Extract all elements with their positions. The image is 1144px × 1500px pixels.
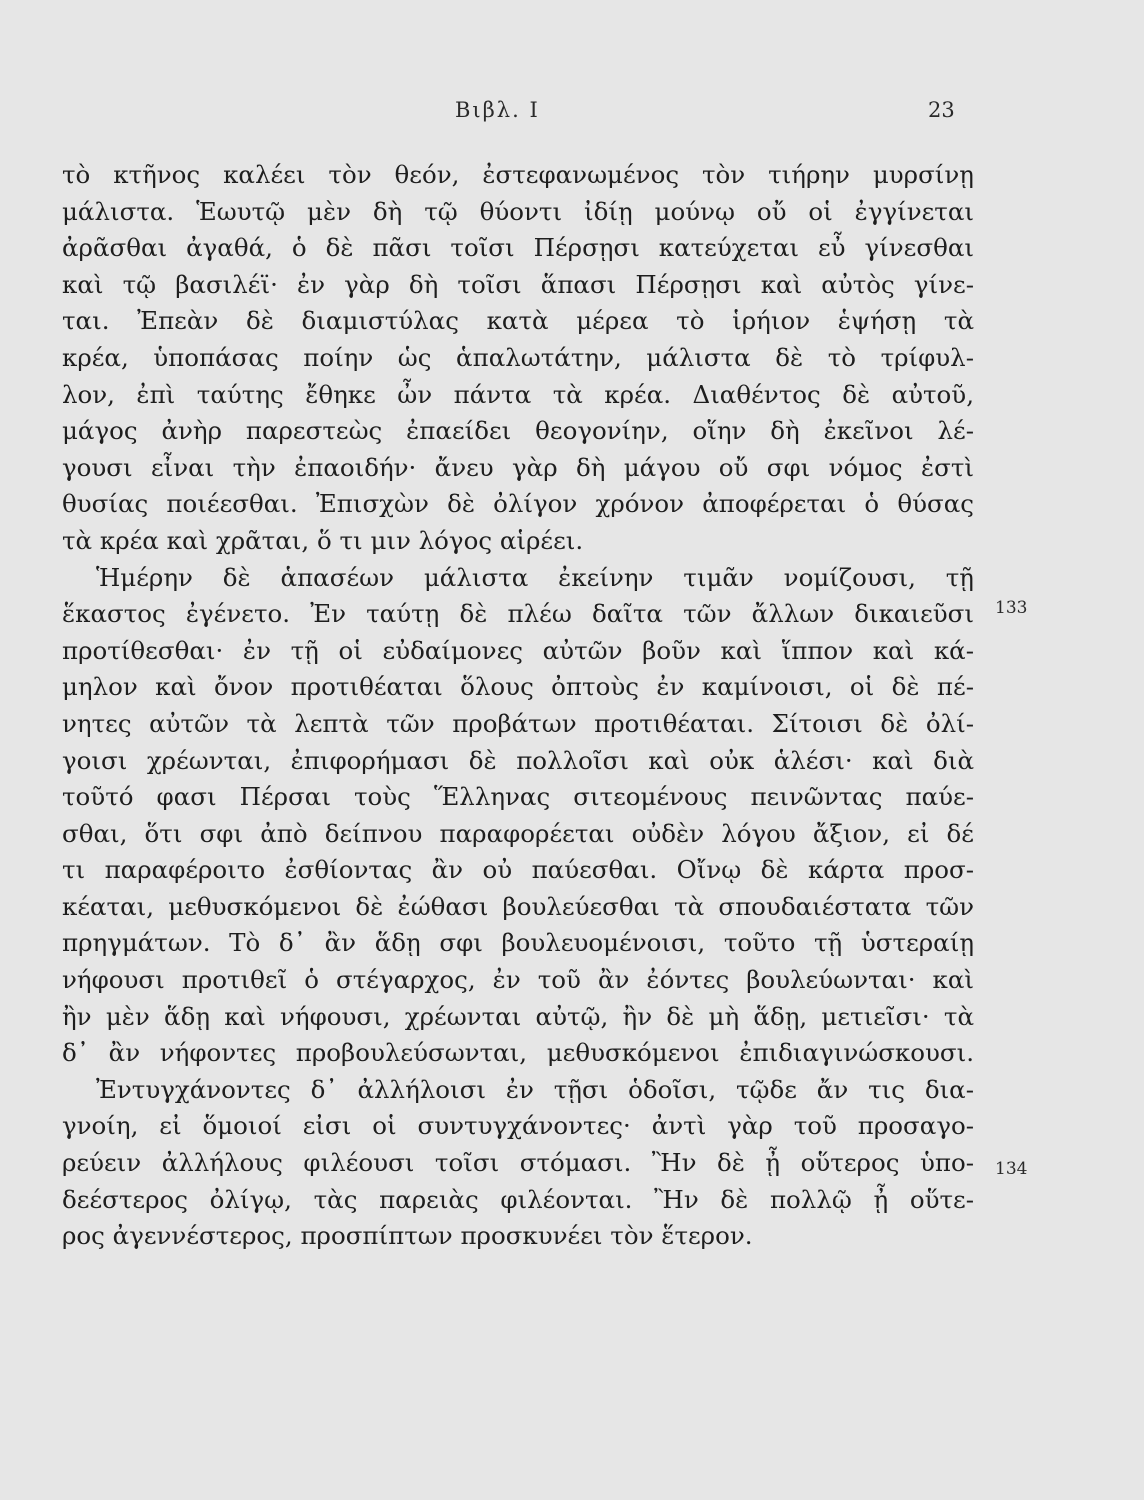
running-title: Βιβλ. Ι: [455, 98, 540, 122]
text-line: γνοίη, εἰ ὅμοιοί εἰσι οἱ συντυγχάνοντες· ἀντὶ γὰρ τοῦ προσαγο-: [62, 1111, 974, 1141]
text-line: ἀρᾶσθαι ἀγαθά, ὁ δὲ πᾶσι τοῖσι Πέρσῃσι κατεύχεται εὖ γίνεσθαι: [62, 233, 974, 263]
text-line: σθαι, ὅτι σφι ἀπὸ δείπνου παραφορέεται οὐδὲν λόγου ἄξιον, εἰ δέ: [62, 818, 974, 848]
text-line: δ᾽ ἂν νήφοντες προβουλεύσωνται, μεθυσκόμενοι ἐπιδιαγινώσκουσι.: [62, 1038, 974, 1068]
text-line: τὰ κρέα καὶ χρᾶται, ὅ τι μιν λόγος αἱρέει.: [62, 525, 584, 555]
text-line: πρηγμάτων. Τὸ δ᾽ ἂν ἅδῃ σφι βουλευομένοισι, τοῦτο τῇ ὑστεραίῃ: [62, 928, 974, 958]
main-text: [62, 157, 974, 1255]
text-line: προτίθεσθαι· ἐν τῇ οἱ εὐδαίμονες αὐτῶν βοῦν καὶ ἵππον καὶ κά-: [62, 635, 974, 665]
text-line: ται. Ἐπεὰν δὲ διαμιστύλας κατὰ μέρεα τὸ ἱρήιον ἑψήσῃ τὰ: [62, 306, 974, 336]
text-line: τοῦτό φασι Πέρσαι τοὺς Ἕλληνας σιτεομένους πεινῶντας παύε-: [62, 782, 974, 812]
text-line: τι παραφέροιτο ἐσθίοντας ἂν οὐ παύεσθαι. Οἴνῳ δὲ κάρτα προσ-: [62, 855, 974, 885]
running-head: [0, 98, 1144, 132]
text-line: κρέα, ὑποπάσας ποίην ὡς ἁπαλωτάτην, μάλιστα δὲ τὸ τρίφυλ-: [62, 342, 974, 372]
text-line: τὸ κτῆνος καλέει τὸν θεόν, ἐστεφανωμένος τὸν τιήρην μυρσίνῃ: [62, 160, 974, 189]
text-line: μάλιστα. Ἑωυτῷ μὲν δὴ τῷ θύοντι ἰδίῃ μούνῳ οὔ οἱ ἐγγίνεται: [62, 196, 974, 226]
text-line: νήφουσι προτιθεῖ ὁ στέγαρχος, ἐν τοῦ ἂν ἐόντες βουλεύωνται· καὶ: [62, 965, 974, 995]
text-line: μηλον καὶ ὄνον προτιθέαται ὅλους ὀπτοὺς ἐν καμίνοισι, οἱ δὲ πέ-: [62, 672, 974, 702]
paragraph-first-line: Ἐντυγχάνοντες δ᾽ ἀλλήλοισι ἐν τῇσι ὁδοῖσι, τῷδε ἄν τις δια-: [96, 1074, 974, 1104]
text-line: δεέστερος ὀλίγῳ, τὰς παρειὰς φιλέονται. Ἢν δὲ πολλῷ ᾖ οὕτε-: [62, 1184, 974, 1214]
page-number: 23: [928, 98, 955, 122]
text-line: ρεύειν ἀλλήλους φιλέουσι τοῖσι στόμασι. Ἢν δὲ ᾖ οὕτερος ὑπο-: [62, 1148, 974, 1178]
text-line: θυσίας ποιέεσθαι. Ἐπισχὼν δὲ ὀλίγον χρόνον ἀποφέρεται ὁ θύσας: [62, 489, 974, 519]
text-line: γοισι χρέωνται, ἐπιφορήμασι δὲ πολλοῖσι καὶ οὐκ ἁλέσι· καὶ διὰ: [62, 745, 974, 775]
text-line: κέαται, μεθυσκόμενοι δὲ ἐώθασι βουλεύεσθαι τὰ σπουδαιέστατα τῶν: [62, 891, 974, 921]
paragraph-first-line: Ἡμέρην δὲ ἁπασέων μάλιστα ἐκείνην τιμᾶν νομίζουσι, τῇ: [96, 562, 974, 592]
text-line: μάγος ἀνὴρ παρεστεὼς ἐπαείδει θεογονίην, οἵην δὴ ἐκεῖνοι λέ-: [62, 416, 974, 446]
section-number: 133: [995, 598, 1028, 618]
text-line: ἢν μὲν ἅδῃ καὶ νήφουσι, χρέωνται αὐτῷ, ἢν δὲ μὴ ἅδῃ, μετιεῖσι· τὰ: [62, 1001, 974, 1031]
text-line: νητες αὐτῶν τὰ λεπτὰ τῶν προβάτων προτιθέαται. Σίτοισι δὲ ὀλί-: [62, 708, 974, 738]
text-line: καὶ τῷ βασιλέϊ· ἐν γὰρ δὴ τοῖσι ἅπασι Πέρσῃσι καὶ αὐτὸς γίνε-: [62, 269, 974, 299]
section-number: 134: [995, 1159, 1028, 1179]
text-line: γουσι εἶναι τὴν ἐπαοιδήν· ἄνευ γὰρ δὴ μάγου οὔ σφι νόμος ἐστὶ: [62, 452, 974, 482]
text-line: λον, ἐπὶ ταύτης ἔθηκε ὦν πάντα τὰ κρέα. Διαθέντος δὲ αὐτοῦ,: [62, 379, 974, 409]
text-line: ἕκαστος ἐγένετο. Ἐν ταύτῃ δὲ πλέω δαῖτα τῶν ἄλλων δικαιεῦσι: [62, 599, 974, 629]
text-line: ρος ἀγεννέστερος, προσπίπτων προσκυνέει τὸν ἕτερον.: [62, 1221, 753, 1251]
